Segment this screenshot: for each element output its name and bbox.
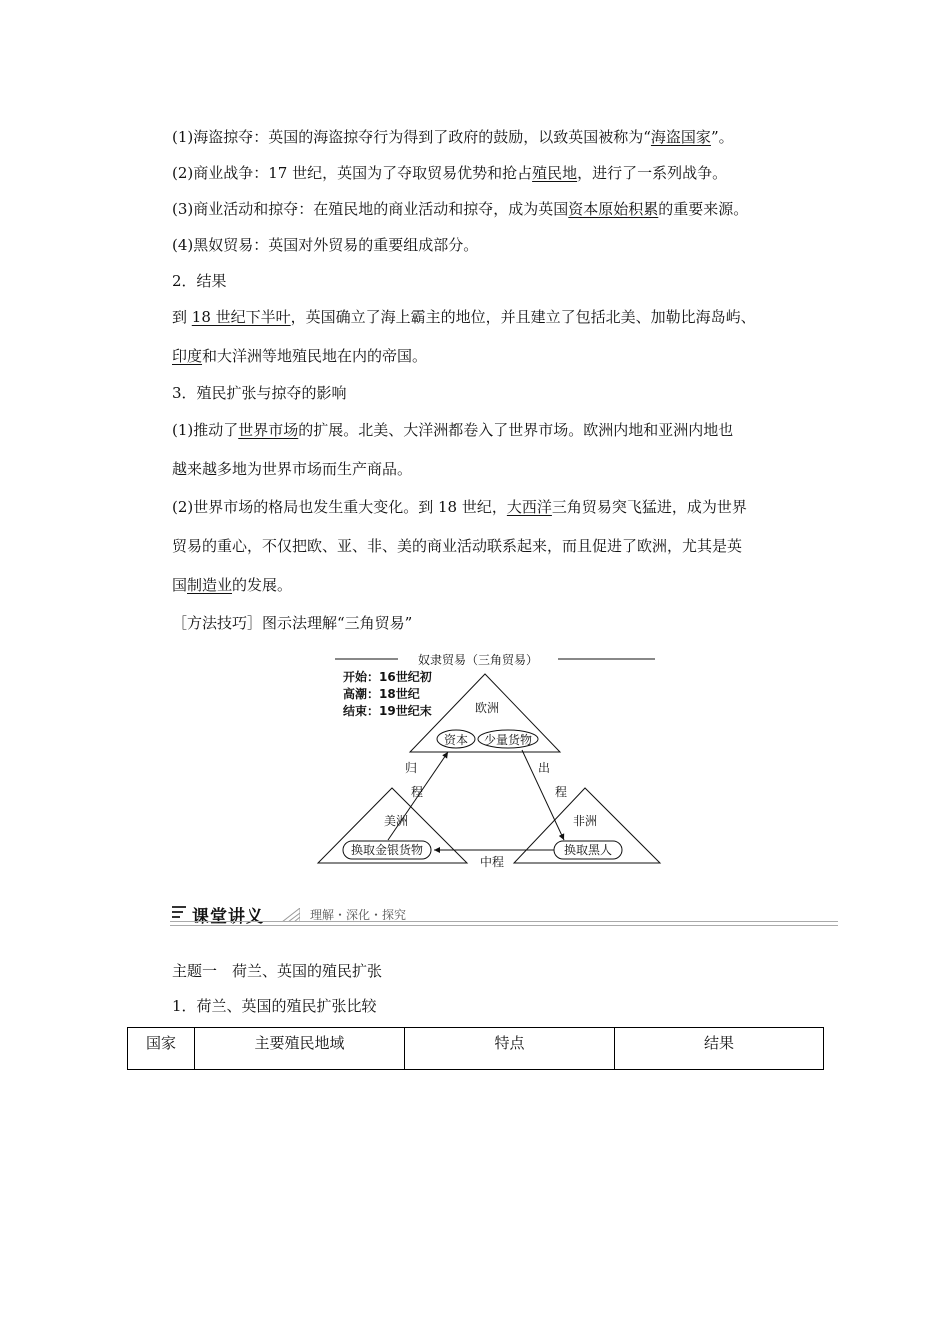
text: ，英国确立了海上霸主的地位，并且建立了包括北美、加勒比海岛屿、 [290, 308, 756, 326]
heading-impact [172, 383, 347, 403]
america-label: 美洲 [383, 814, 409, 828]
europe-label: 欧洲 [474, 701, 500, 715]
table-header-row [128, 1028, 824, 1070]
text: ［方法技巧］图示法理解“三角贸易” [172, 614, 413, 632]
text: 主题一 荷兰、英国的殖民扩张 [172, 962, 383, 980]
underlined-term: 资本原始积累 [568, 200, 659, 218]
text-line [172, 127, 734, 147]
period-start: 开始：16世纪初 [343, 670, 432, 684]
underlined-term: 海盗国家 [650, 128, 711, 146]
text-line [172, 575, 292, 595]
goods-label: 少量货物 [483, 733, 533, 747]
text: ，进行了一系列战争。 [577, 164, 728, 182]
text-line [172, 536, 742, 556]
text-line [172, 163, 727, 183]
africa-box-label: 换取黑人 [563, 843, 613, 857]
underlined-term: 殖民地 [532, 164, 578, 182]
text: (3)商业活动和掠夺：在殖民地的商业活动和掠夺，成为英国 [172, 200, 569, 218]
text: 到 [172, 308, 192, 326]
text: 和大洋洲等地殖民地在内的帝国。 [202, 347, 428, 365]
subtopic-heading [172, 996, 377, 1016]
text-line [172, 497, 747, 517]
underlined-term: 制造业 [187, 576, 233, 594]
text: (1)推动了 [172, 421, 239, 439]
underlined-term: 18 世纪下半叶 [191, 308, 291, 326]
diagram-title: 奴隶贸易（三角贸易） [417, 653, 539, 667]
text: (4)黑奴贸易：英国对外贸易的重要组成部分。 [172, 236, 479, 254]
text: 贸易的重心，不仅把欧、亚、非、美的商业活动联系起来，而且促进了欧洲，尤其是英 [172, 537, 743, 555]
col-country: 国家 [128, 1028, 195, 1070]
section-banner [170, 900, 838, 926]
text-line [172, 199, 748, 219]
col-region: 主要殖民地域 [195, 1028, 405, 1070]
section-subtitle: 理解・深化・探究 [310, 908, 407, 922]
text: 的重要来源。 [658, 200, 749, 218]
africa-label: 非洲 [572, 814, 598, 828]
comparison-table [127, 1027, 824, 1070]
out-char-1: 出 [538, 761, 551, 775]
col-result: 结果 [615, 1028, 824, 1070]
text: 2．结果 [172, 272, 227, 290]
hatch-icon [282, 908, 300, 922]
underlined-term: 大西洋 [506, 498, 552, 516]
text: (1)海盗掠夺：英国的海盗掠夺行为得到了政府的鼓励，以致英国被称为“ [172, 128, 651, 146]
underlined-term: 印度 [172, 347, 203, 365]
america-box-label: 换取金银货物 [350, 843, 424, 857]
text-line [172, 420, 733, 440]
capital-label: 资本 [443, 733, 469, 747]
triangle-trade-diagram [310, 648, 670, 873]
text: 越来越多地为世界市场而生产商品。 [172, 460, 413, 478]
topic-heading [172, 961, 382, 981]
return-char-1: 归 [405, 761, 418, 775]
text-line [172, 346, 427, 366]
text-line [172, 235, 478, 255]
out-char-2: 程 [555, 785, 568, 799]
text: ”。 [710, 128, 734, 146]
text: (2)商业战争：17 世纪，英国为了夺取贸易优势和抢占 [172, 164, 533, 182]
period-peak: 高潮：18世纪 [343, 687, 420, 701]
col-feature: 特点 [405, 1028, 615, 1070]
text: 的扩展。北美、大洋洲都卷入了世界市场。欧洲内地和亚洲内地也 [298, 421, 734, 439]
period-end: 结束：19世纪末 [343, 704, 432, 718]
text-line [172, 307, 756, 327]
text: 三角贸易突飞猛进，成为世界 [551, 498, 747, 516]
text: 1．荷兰、英国的殖民扩张比较 [172, 997, 377, 1015]
return-char-2: 程 [411, 785, 424, 799]
method-tip [172, 613, 412, 633]
text-line [172, 459, 412, 479]
text: 3．殖民扩张与掠夺的影响 [172, 384, 347, 402]
middle-label: 中程 [479, 855, 505, 869]
section-rule [170, 921, 838, 926]
heading-result [172, 271, 227, 291]
section-title: 课堂讲义 [192, 907, 264, 927]
text: (2)世界市场的格局也发生重大变化。到 18 世纪， [172, 498, 507, 516]
underlined-term: 世界市场 [238, 421, 299, 439]
text: 的发展。 [232, 576, 293, 594]
text: 国 [172, 576, 188, 594]
stripe-icon [170, 904, 188, 922]
